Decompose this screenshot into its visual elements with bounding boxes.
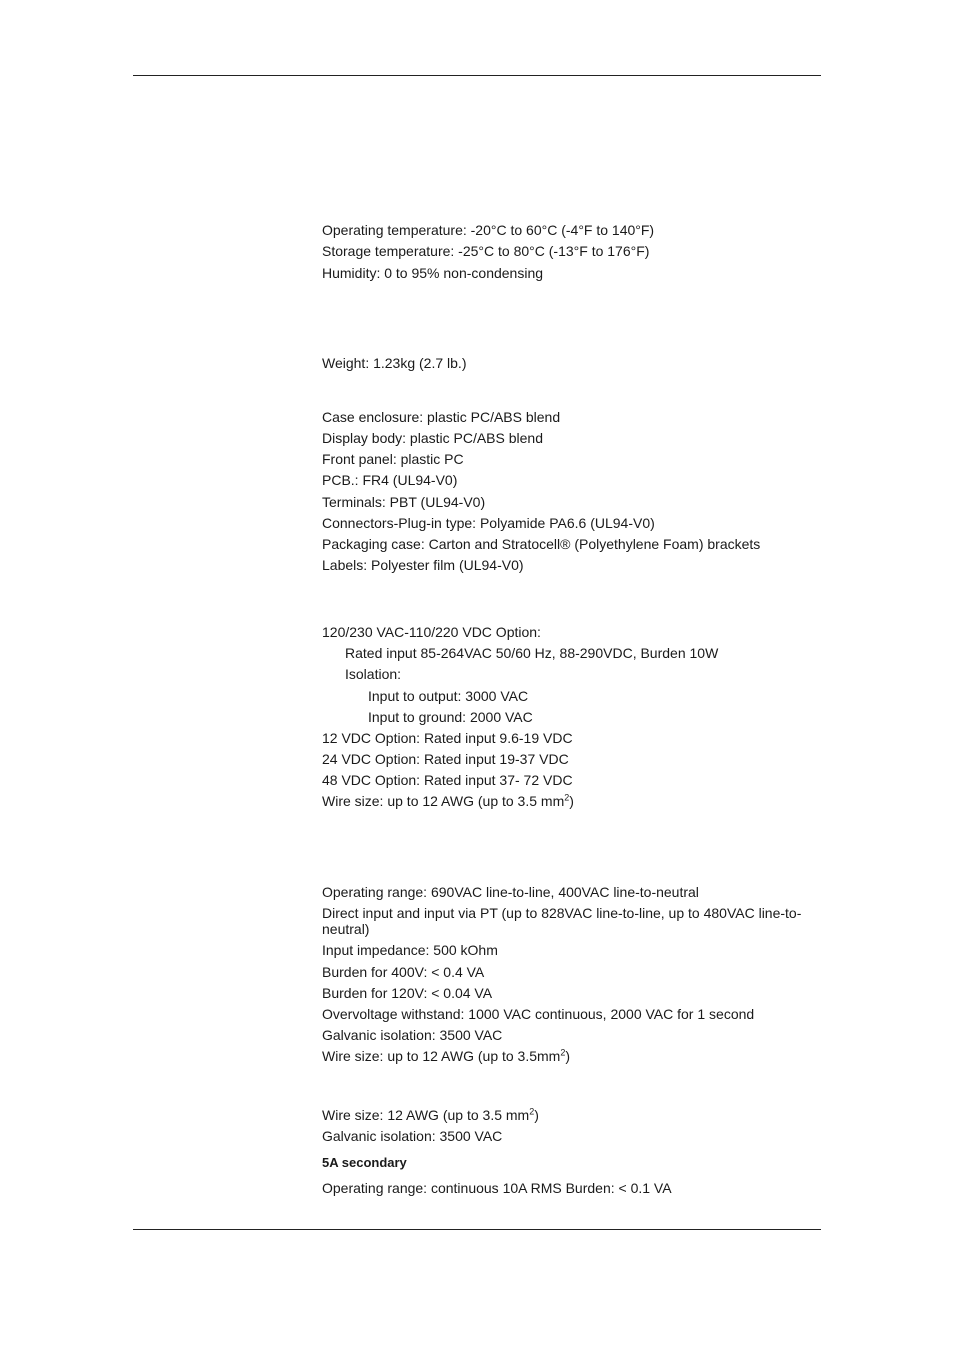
power-isolation: Isolation:: [345, 666, 402, 682]
power-ac-dc-option: 120/230 VAC-110/220 VDC Option:: [322, 624, 541, 640]
material-labels: Labels: Polyester film (UL94-V0): [322, 557, 524, 573]
humidity: Humidity: 0 to 95% non-condensing: [322, 265, 544, 281]
power-input-to-output: Input to output: 3000 VAC: [368, 688, 529, 704]
power-12vdc-option: 12 VDC Option: Rated input 9.6-19 VDC: [322, 730, 573, 746]
power-48vdc-option: 48 VDC Option: Rated input 37- 72 VDC: [322, 772, 573, 788]
voltage-galvanic-isolation: Galvanic isolation: 3500 VAC: [322, 1027, 503, 1043]
power-wire-size-text: Wire size: up to 12 AWG (up to 3.5 mm: [322, 793, 565, 809]
header-rule: [133, 75, 821, 76]
current-wire-size-text: Wire size: 12 AWG (up to 3.5 mm: [322, 1107, 530, 1123]
current-wire-size-close: ): [534, 1107, 539, 1123]
voltage-wire-size-superscript: 2: [560, 1047, 566, 1058]
current-galvanic-isolation: Galvanic isolation: 3500 VAC: [322, 1128, 503, 1144]
material-front-panel: Front panel: plastic PC: [322, 451, 464, 467]
voltage-overvoltage: Overvoltage withstand: 1000 VAC continuous, 2000 VAC for 1 second: [322, 1006, 755, 1022]
footer-rule: [133, 1229, 821, 1230]
voltage-input-impedance: Input impedance: 500 kOhm: [322, 942, 498, 958]
material-display-body: Display body: plastic PC/ABS blend: [322, 430, 543, 446]
weight: Weight: 1.23kg (2.7 lb.): [322, 355, 467, 371]
material-terminals: Terminals: PBT (UL94-V0): [322, 494, 486, 510]
material-case-enclosure: Case enclosure: plastic PC/ABS blend: [322, 409, 561, 425]
material-packaging: Packaging case: Carton and Stratocell® (Polyethylene Foam) brackets: [322, 536, 761, 552]
power-wire-size-close: ): [569, 793, 574, 809]
operating-temperature: Operating temperature: -20°C to 60°C (-4°F to 140°F): [322, 222, 655, 238]
power-input-to-ground: Input to ground: 2000 VAC: [368, 709, 533, 725]
material-connectors: Connectors-Plug-in type: Polyamide PA6.6 (UL94-V0): [322, 515, 655, 531]
voltage-burden-400v: Burden for 400V: < 0.4 VA: [322, 964, 485, 980]
current-wire-size: [322, 1107, 539, 1123]
power-wire-size: [322, 793, 574, 809]
voltage-wire-size-close: ): [565, 1048, 571, 1064]
voltage-wire-size-text: Wire size: up to 12 AWG (up to 3.5mm: [322, 1048, 561, 1064]
current-5a-secondary-heading: 5A secondary: [322, 1155, 407, 1170]
voltage-operating-range: Operating range: 690VAC line-to-line, 400VAC line-to-neutral: [322, 884, 699, 900]
voltage-wire-size: [322, 1048, 570, 1064]
power-24vdc-option: 24 VDC Option: Rated input 19-37 VDC: [322, 751, 569, 767]
power-wire-size-superscript: 2: [564, 792, 570, 803]
voltage-burden-120v: Burden for 120V: < 0.04 VA: [322, 985, 493, 1001]
current-wire-size-superscript: 2: [529, 1106, 535, 1117]
current-operating-range: Operating range: continuous 10A RMS Burden: < 0.1 VA: [322, 1180, 672, 1196]
voltage-direct-input: Direct input and input via PT (up to 828VAC line-to-line, up to 480VAC line-to-neutral): [322, 905, 802, 937]
storage-temperature: Storage temperature: -25°C to 80°C (-13°F to 176°F): [322, 243, 650, 259]
power-rated-input: Rated input 85-264VAC 50/60 Hz, 88-290VDC, Burden 10W: [345, 645, 719, 661]
material-pcb: PCB.: FR4 (UL94-V0): [322, 472, 458, 488]
